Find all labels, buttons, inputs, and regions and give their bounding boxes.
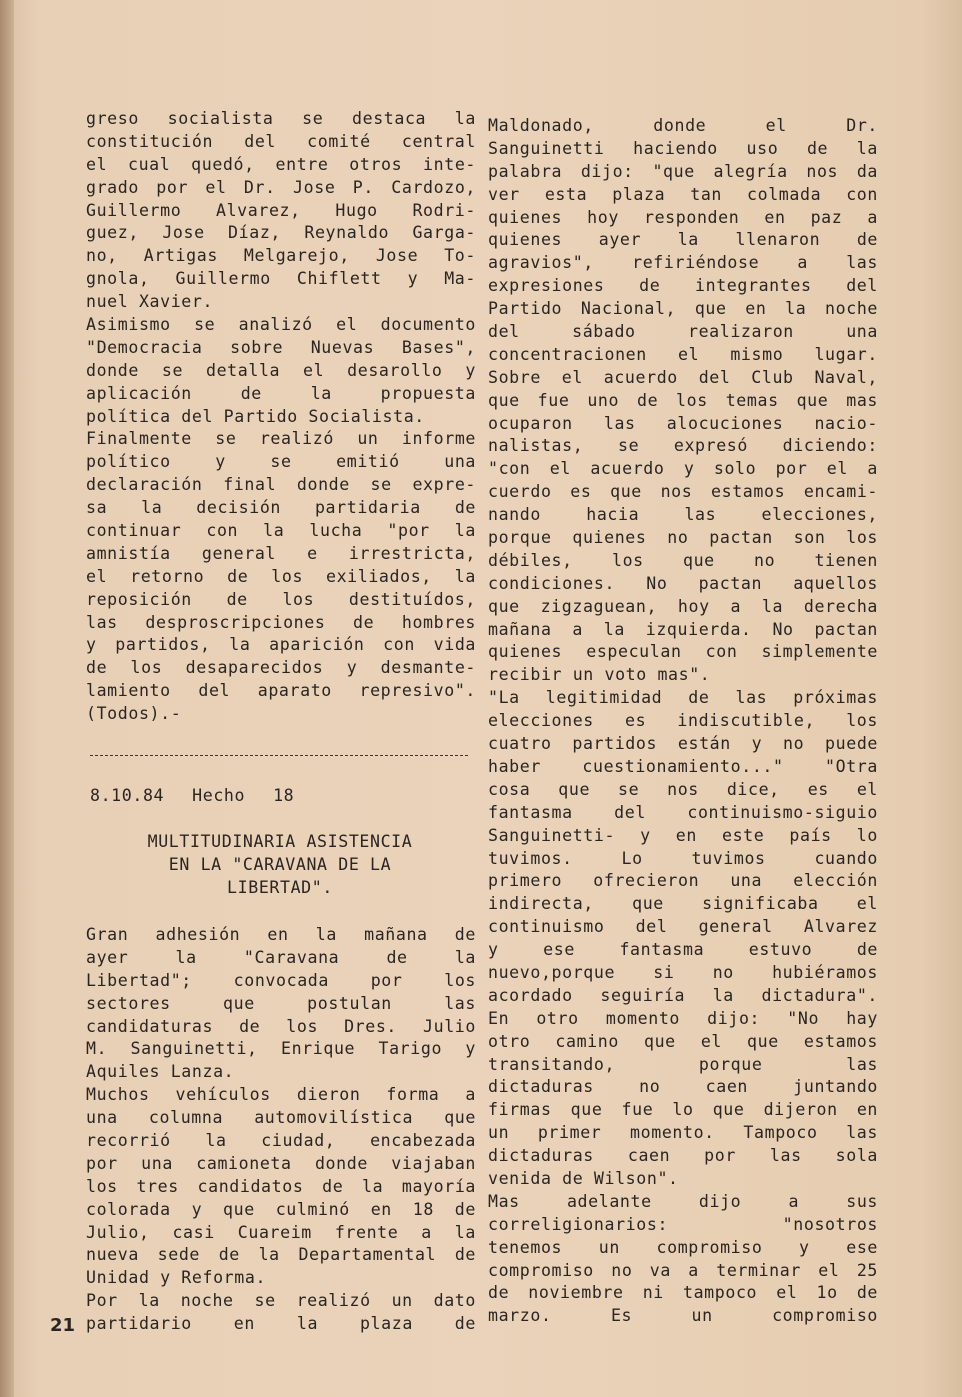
text-line: sa la decisión partidaria de	[86, 498, 476, 518]
headline-line: MULTITUDINARIA ASISTENCIA	[147, 832, 413, 851]
right-column	[488, 115, 878, 1328]
text-line: cosa que se nos dice, es el	[488, 779, 878, 799]
text-line: concentracionen el mismo lugar.	[488, 344, 878, 364]
text-line: las desproscripciones de hombres	[86, 612, 476, 632]
text-line: gnola, Guillermo Chiflett y Ma-	[86, 269, 476, 289]
text-line: no, Artigas Melgarejo, Jose To-	[86, 246, 476, 266]
text-line: colorada y que culminó en 18 de	[86, 1199, 476, 1219]
text-line: dictaduras no caen juntando	[488, 1077, 878, 1097]
text-line: una columna automovilística que	[86, 1108, 476, 1128]
text-line: Guillermo Alvarez, Hugo Rodri-	[86, 200, 476, 220]
fact-number: 18	[273, 786, 295, 805]
text-line: grado por el Dr. Jose P. Cardozo,	[86, 177, 476, 197]
dateline	[90, 786, 322, 805]
text-line: y ese fantasma estuvo de	[488, 940, 878, 960]
text-line: aplicación de la propuesta	[86, 383, 476, 403]
text-line: cuatro partidos están y no puede	[488, 734, 878, 754]
text-line: continuismo del general Alvarez	[488, 917, 878, 937]
text-line: un primer momento. Tampoco las	[488, 1123, 878, 1143]
text-line: guez, Jose Díaz, Reynaldo Garga-	[86, 223, 476, 243]
text-line: y partidos, la aparición con vida	[86, 635, 476, 655]
text-line: mañana a la izquierda. No pactan	[488, 619, 878, 639]
text-line: ocuparon las alocuciones nacio-	[488, 413, 878, 433]
text-line: quienes hoy responden en paz a	[488, 207, 878, 227]
text-line: político y se emitió una	[86, 452, 476, 472]
fact-label: Hecho	[192, 786, 246, 805]
text-line: (Todos).-	[86, 704, 182, 724]
text-line: agravios", refiriéndose a las	[488, 253, 878, 273]
headline-line: EN LA "CARAVANA DE LA	[168, 855, 392, 874]
text-line: amnistía general e irrestricta,	[86, 543, 476, 563]
text-line: política del Partido Socialista.	[86, 406, 425, 426]
text-line: el retorno de los exiliados, la	[86, 566, 476, 586]
text-line: tuvimos. Lo tuvimos cuando	[488, 848, 878, 868]
text-line: reposición de los destituídos,	[86, 589, 476, 609]
text-line: "con el acuerdo y solo por el a	[488, 459, 878, 479]
text-line: Unidad y Reforma.	[86, 1268, 267, 1288]
text-line: que zigzaguean, hoy a la derecha	[488, 596, 878, 616]
text-line: partidario en la plaza de	[86, 1314, 476, 1334]
text-line: quienes ayer la llenaron de	[488, 230, 878, 250]
text-line: Sobre el acuerdo del Club Naval,	[488, 367, 878, 387]
text-line: correligionarios: "nosotros	[488, 1214, 878, 1234]
text-line: nando hacia las elecciones,	[488, 505, 878, 525]
text-line: Sanguinetti haciendo uso de la	[488, 138, 878, 158]
text-line: dictaduras caen por las sola	[488, 1146, 878, 1166]
text-line: condiciones. No pactan aquellos	[488, 573, 878, 593]
text-line: recorrió la ciudad, encabezada	[86, 1131, 476, 1151]
date: 8.10.84	[90, 786, 165, 805]
text-line: "Democracia sobre Nuevas Bases",	[86, 337, 476, 357]
text-line: Asimismo se analizó el documento	[86, 315, 476, 335]
text-line: otro camino que el que estamos	[488, 1031, 878, 1051]
text-line: continuar con la lucha "por la	[86, 521, 476, 541]
text-line: candidaturas de los Dres. Julio	[86, 1016, 476, 1036]
text-line: constitución del comité central	[86, 131, 476, 151]
text-line: tenemos un compromiso y ese	[488, 1237, 878, 1257]
article-headline	[100, 830, 460, 899]
text-line: cuerdo es que nos estamos encami-	[488, 482, 878, 502]
text-line: ayer la "Caravana de la	[86, 947, 476, 967]
text-line: porque quienes no pactan son los	[488, 528, 878, 548]
text-line: nalistas, se expresó diciendo:	[488, 436, 878, 456]
text-line: firmas que fue lo que dijeron en	[488, 1100, 878, 1120]
text-line: quienes especulan con simplemente	[488, 642, 878, 662]
text-line: de los desaparecidos y desmante-	[86, 658, 476, 678]
text-line: elecciones es indiscutible, los	[488, 711, 878, 731]
text-line: primero ofrecieron una elección	[488, 871, 878, 891]
text-line: Libertad"; convocada por los	[86, 970, 476, 990]
headline-line: LIBERTAD".	[227, 878, 333, 897]
text-line: Finalmente se realizó un informe	[86, 429, 476, 449]
text-line: nuevo,porque si no hubiéramos	[488, 962, 878, 982]
binding-edge	[0, 0, 14, 1397]
text-line: sectores que postulan las	[86, 993, 476, 1013]
text-line: los tres candidatos de la mayoría	[86, 1176, 476, 1196]
text-line: fantasma del continuismo-siguio	[488, 802, 878, 822]
text-line: que fue uno de los temas que mas	[488, 390, 878, 410]
text-line: haber cuestionamiento..." "Otra	[488, 756, 878, 776]
text-line: En otro momento dijo: "No hay	[488, 1008, 878, 1028]
text-line: Sanguinetti- y en este país lo	[488, 825, 878, 845]
text-line: venida de Wilson".	[488, 1168, 679, 1188]
text-line: M. Sanguinetti, Enrique Tarigo y	[86, 1039, 476, 1059]
text-line: del sábado realizaron una	[488, 322, 878, 342]
text-line: greso socialista se destaca la	[86, 109, 476, 128]
text-line: nuel Xavier.	[86, 292, 214, 312]
text-line: nueva sede de la Departamental de	[86, 1245, 476, 1265]
text-line: Mas adelante dijo a sus	[488, 1191, 878, 1211]
text-line: acordado seguiría la dictadura".	[488, 985, 878, 1005]
text-line: expresiones de integrantes del	[488, 276, 878, 296]
text-line: ver esta plaza tan colmada con	[488, 184, 878, 204]
text-line: "La legitimidad de las próximas	[488, 688, 878, 708]
page-number: 21	[50, 1315, 76, 1336]
text-line: Julio, casi Cuareim frente a la	[86, 1222, 476, 1242]
text-line: declaración final donde se expre-	[86, 475, 476, 495]
text-line: donde se detalla el desarollo y	[86, 360, 476, 380]
text-line: recibir un voto mas".	[488, 665, 711, 685]
text-line: indirecta, que significaba el	[488, 894, 878, 914]
text-line: compromiso no va a terminar el 25	[488, 1260, 878, 1280]
separator-dashed-line	[90, 755, 468, 756]
text-line: marzo. Es un compromiso	[488, 1306, 878, 1326]
text-line: por una camioneta donde viajaban	[86, 1153, 476, 1173]
text-line: Maldonado, donde el Dr.	[488, 116, 878, 135]
text-line: lamiento del aparato represivo".	[86, 681, 476, 701]
text-line: Gran adhesión en la mañana de	[86, 925, 476, 944]
text-line: el cual quedó, entre otros inte-	[86, 154, 476, 174]
text-line: de noviembre ni tampoco el 1o de	[488, 1283, 878, 1303]
text-line: palabra dijo: "que alegría nos da	[488, 161, 878, 181]
left-column	[86, 108, 476, 726]
text-line: Aquiles Lanza.	[86, 1062, 235, 1082]
text-line: débiles, los que no tienen	[488, 550, 878, 570]
text-line: Partido Nacional, que en la noche	[488, 299, 878, 319]
text-line: Por la noche se realizó un dato	[86, 1291, 476, 1311]
text-line: transitando, porque las	[488, 1054, 878, 1074]
text-line: Muchos vehículos dieron forma a	[86, 1085, 476, 1105]
left-column-lower	[86, 924, 476, 1336]
